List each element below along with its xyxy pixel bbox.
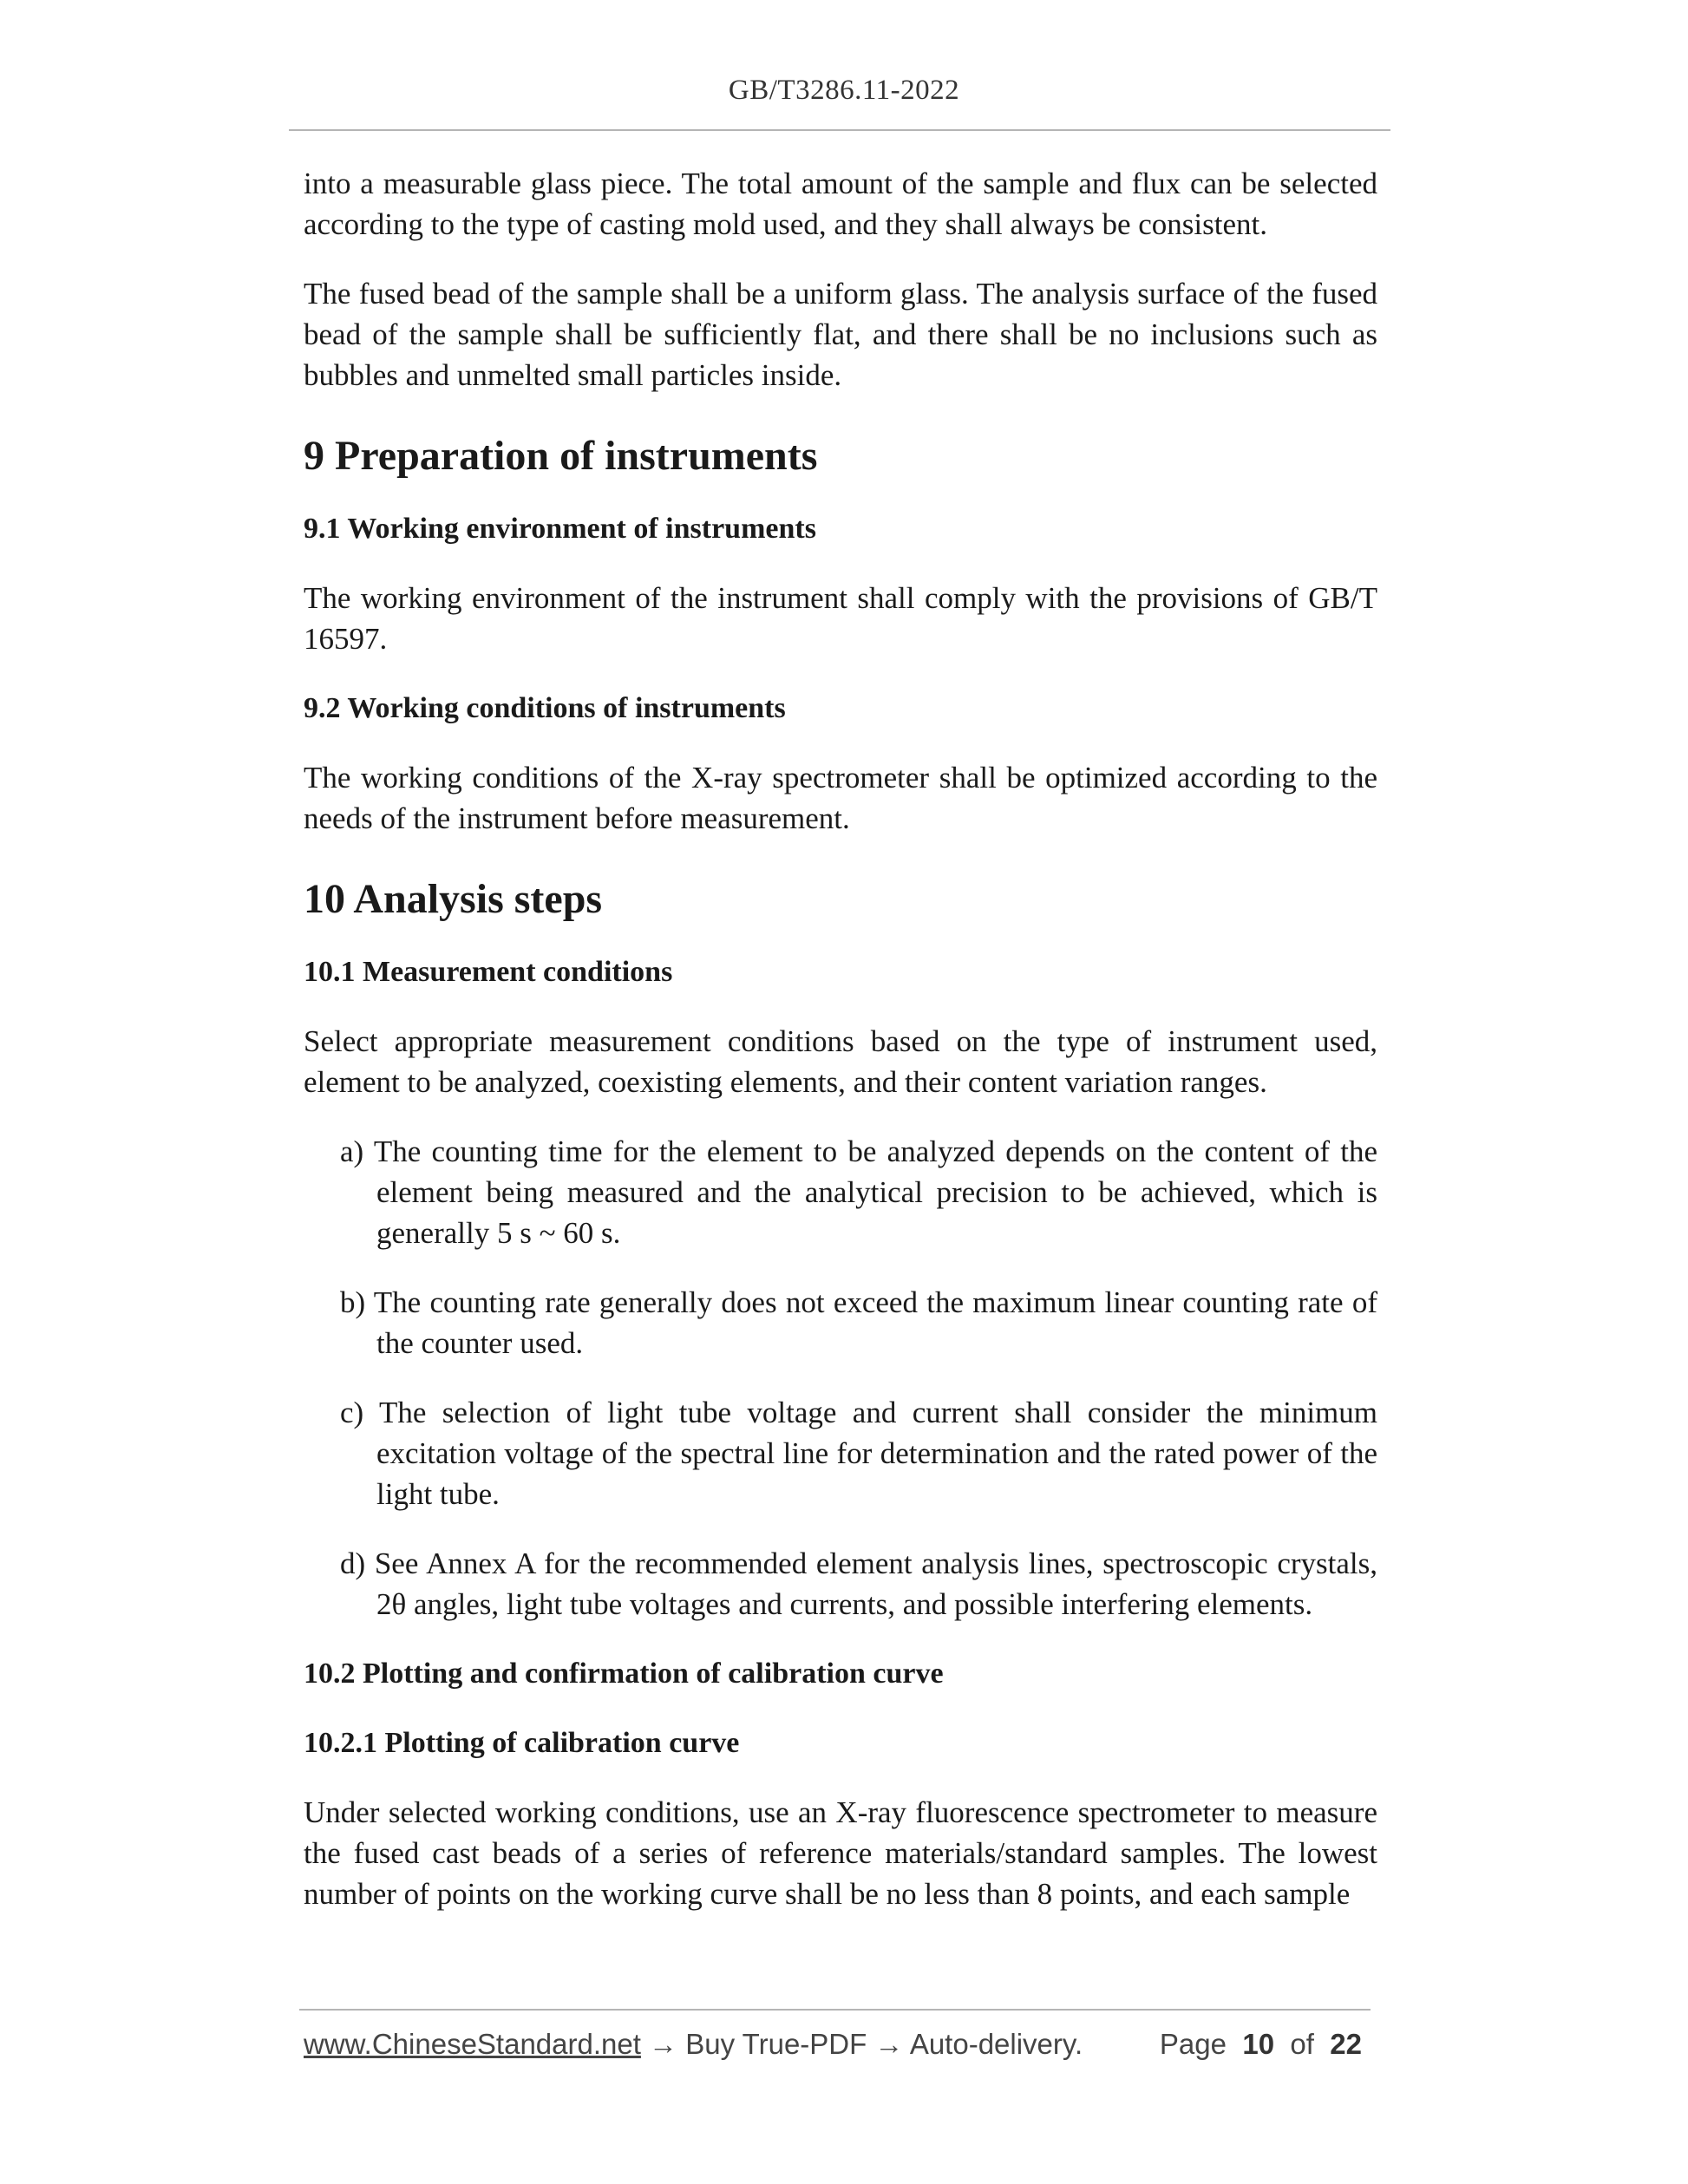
paragraph-fused-bead: The fused bead of the sample shall be a uniform glass. The analysis surface of the fused bead of the sample shall be sufficiently flat, and there shall be no inclusions such as bubbles and unmelted small particles inside. [304, 277, 1377, 392]
subsection-9-1-heading: 9.1 Working environment of instruments [304, 513, 816, 545]
subsection-10-1-heading: 10.1 Measurement conditions [304, 956, 673, 988]
subsection-10-2-1-text: Under selected working conditions, use an X-ray fluorescence spectrometer to measure the fused cast beads of a series of reference materials/standard samples. The lowest number of points on the working curve shall be no less than 8 points, and each sample [304, 1795, 1377, 1911]
list-item [340, 1282, 1377, 1363]
list-item-marker: c) [340, 1396, 364, 1429]
list-item [340, 1131, 1377, 1253]
of-label: of [1290, 2028, 1314, 2060]
subsection-10-2-heading: 10.2 Plotting and confirmation of calibration curve [304, 1658, 944, 1690]
page-indicator [1160, 2028, 1362, 2061]
list-item-marker: a) [340, 1135, 364, 1168]
list-item [340, 1543, 1377, 1625]
list-item-text: The selection of light tube voltage and current shall consider the minimum excitation voltage of the spectral line for determination and the rated power of the light tube. [376, 1396, 1378, 1511]
section-10-heading: 10 Analysis steps [304, 876, 603, 922]
page-label: Page [1159, 2028, 1227, 2060]
subsection-10-2-1-heading: 10.2.1 Plotting of calibration curve [304, 1727, 740, 1759]
section-9-heading: 9 Preparation of instruments [304, 433, 818, 479]
page-footer [304, 2028, 1371, 2066]
header-divider [289, 129, 1390, 131]
total-pages: 22 [1330, 2028, 1362, 2060]
list-item-text: See Annex A for the recommended element analysis lines, spectroscopic crystals, 2θ angles, light tube voltages and currents, and possible interfering elements. [374, 1546, 1377, 1621]
paragraph-continuation: into a measurable glass piece. The total amount of the sample and flux can be selected according to the type of casting mold used, and they shall always be consistent. [304, 167, 1377, 241]
subsection-9-2-heading: 9.2 Working conditions of instruments [304, 692, 786, 724]
footer-divider [299, 2009, 1371, 2011]
document-header: GB/T3286.11-2022 [728, 75, 960, 106]
list-item-marker: d) [340, 1546, 366, 1580]
subsection-9-2-text: The working conditions of the X-ray spectrometer shall be optimized according to the needs of the instrument before measurement. [304, 761, 1377, 835]
subsection-10-1-text: Select appropriate measurement conditions based on the type of instrument used, element to be analyzed, coexisting elements, and their content variation ranges. [304, 1024, 1377, 1099]
site-link[interactable]: www.ChineseStandard.net [304, 2028, 641, 2060]
page-content [304, 163, 1377, 1943]
footer-promo [304, 2028, 1083, 2061]
list-item [340, 1392, 1377, 1514]
list-item-marker: b) [340, 1285, 366, 1319]
list-item-text: The counting time for the element to be analyzed depends on the content of the element being measured and the analytical precision to be achieved, which is generally 5 s ~ 60 s. [373, 1135, 1377, 1250]
page-number: 10 [1242, 2028, 1275, 2060]
footer-promo-text: → Buy True-PDF → Auto-delivery. [640, 2028, 1083, 2060]
subsection-9-1-text: The working environment of the instrument shall comply with the provisions of GB/T 16597. [304, 581, 1377, 656]
list-item-text: The counting rate generally does not exceed the maximum linear counting rate of the counter used. [373, 1285, 1377, 1360]
measurement-conditions-list [304, 1131, 1377, 1625]
